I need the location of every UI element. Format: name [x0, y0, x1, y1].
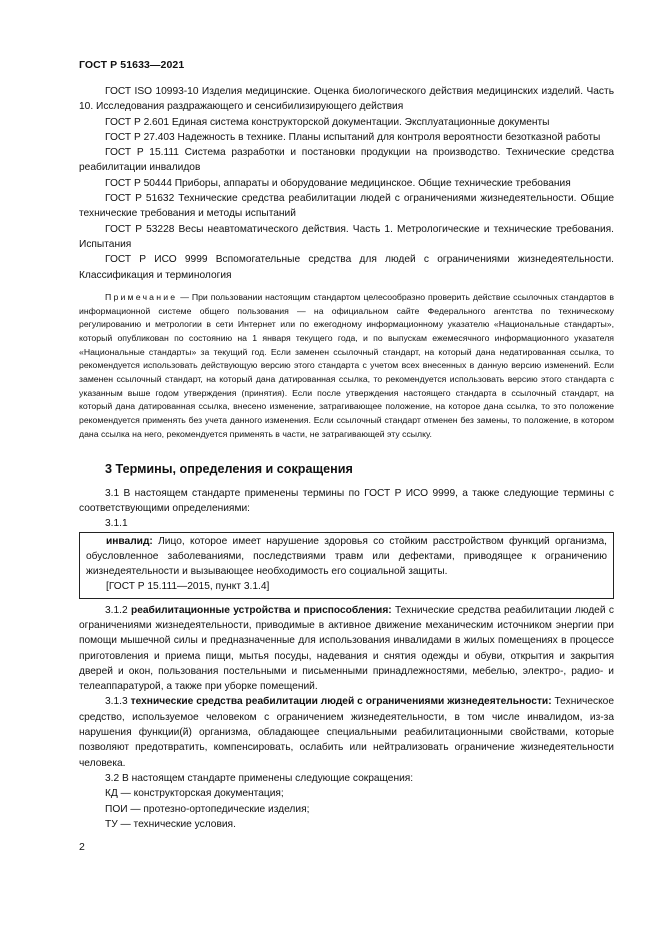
clause-3-1-1-number: 3.1.1 — [105, 518, 128, 530]
clause-3-1-2 — [79, 603, 614, 695]
clause-number: 3.1.3 — [105, 696, 131, 708]
section-body — [79, 486, 614, 833]
reference-item: ГОСТ Р 53228 Весы неавтоматического действия. Часть 1. Метрологические и технические требования. Испытания — [79, 223, 614, 250]
page-number: 2 — [79, 841, 85, 853]
section-heading: 3 Термины, определения и сокращения — [105, 461, 353, 476]
reference-item: ГОСТ Р 15.111 Система разработки и постановки продукции на производство. Технические средства реабилитации инвалидов — [79, 147, 614, 174]
clause-number: 3.1.2 — [105, 604, 131, 616]
term-technical-rehab-means: технические средства реабилитации людей с ограничениями жизнедеятельности: — [130, 696, 552, 708]
reference-note — [79, 291, 614, 442]
clause-3-1-3 — [79, 694, 614, 770]
definition-body: Лицо, которое имеет нарушение здоровья со стойким расстройством функций организма, обусловленное заболеваниями, последствиями травм или дефектами, приводящее к ограничению жизнедеятельности и вызывающее необходимость его социальной защиты. — [86, 536, 607, 578]
reference-item: ГОСТ Р 2.601 Единая система конструкторской документации. Эксплуатационные документы — [105, 116, 550, 128]
note-text: — При пользовании настоящим стандартом целесообразно проверить действие ссылочных стандартов в информационной системе общего пользования — на официальном сайте Федерального агентства по техническому регулированию и метрологии в сети Интернет или по ежегодному информационному указателю «Национальные стандарты», который опубликован по состоянию на 1 января текущего года, и по выпускам ежемесячного информационного указателя «Национальные стандарты» за текущий год. Если заменен ссылочный стандарт, на который дана недатированная ссылка, то рекомендуется использовать действующую версию этого стандарта с учетом всех внесенных в данную версию изменений. Если заменен ссылочный стандарт, на который дана датированная ссылка, то рекомендуется использовать версию этого стандарта с указанным выше годом утверждения (принятия). Если после утверждения настоящего стандарта в ссылочный стандарт, на который дана датированная ссылка, внесено изменение, затрагивающее положение, на которое дана ссылка, то это положение рекомендуется применять без учета данного изменения. Если ссылочный стандарт отменен без замены, то положение, в котором дана ссылка на него, рекомендуется применять в части, не затрагивающей эту ссылку. — [79, 291, 614, 439]
normative-references-list — [79, 84, 614, 283]
definition-source: [ГОСТ Р 15.111—2015, пункт 3.1.4] — [106, 580, 270, 592]
abbreviation-item: ТУ — технические условия. — [105, 818, 236, 830]
clause-text: Техническое средство, используемое человеком с ограничением жизнедеятельности, в том числе инвалидом, из-за нарушения функции(й) организма, обладающее специальными реабилитационными свойствами, которые позволяют предотвратить, компенсировать, ослабить или нейтрализовать ограничение жизнедеятельности человека. — [79, 696, 615, 769]
reference-item: ГОСТ Р 50444 Приборы, аппараты и оборудование медицинское. Общие технические требования — [105, 177, 571, 189]
abbreviation-item: ПОИ — протезно-ортопедические изделия; — [105, 803, 310, 815]
term-invalid: инвалид: — [106, 536, 153, 548]
document-header: ГОСТ Р 51633—2021 — [79, 59, 185, 71]
abbreviation-item: КД — конструкторская документация; — [105, 788, 284, 800]
definition-text — [86, 535, 607, 579]
term-rehab-devices: реабилитационные устройства и приспособления: — [131, 604, 392, 616]
definition-box — [79, 532, 614, 598]
reference-item: ГОСТ ISO 10993-10 Изделия медицинские. Оценка биологического действия медицинских изделий. Часть 10. Исследования раздражающего и сенсибилизирующего действия — [79, 86, 614, 113]
reference-item: ГОСТ Р ИСО 9999 Вспомогательные средства для людей с ограничениями жизнедеятельности. Классификация и терминология — [79, 254, 614, 281]
page-content — [79, 84, 614, 832]
paragraph-3-2: 3.2 В настоящем стандарте применены следующие сокращения: — [105, 772, 414, 784]
note-label: Примечание — [105, 291, 178, 302]
clause-text: Технические средства реабилитации людей с ограничениями жизнедеятельности, приводимые в активное движение механическим источником энергии при помощи мышечной силы и предназначенные для использования инвалидами в жилых помещениях в процессе приготовления и приема пищи, мытья посуды, надевания и снятия одежды и обуви, открытия и закрытия дверей и окон, пользования постельными и письменными принадлежностями, мебелью, электро-, радио- и телеаппаратурой, а также при уборке помещений. — [79, 604, 614, 693]
reference-item: ГОСТ Р 51632 Технические средства реабилитации людей с ограничениями жизнедеятельности. Общие технические требования и методы испытаний — [79, 193, 614, 220]
reference-item: ГОСТ Р 27.403 Надежность в технике. Планы испытаний для контроля вероятности безотказной работы — [105, 131, 601, 143]
paragraph-3-1: 3.1 В настоящем стандарте применены термины по ГОСТ Р ИСО 9999, а также следующие термины с соответствующими определениями: — [79, 487, 614, 514]
